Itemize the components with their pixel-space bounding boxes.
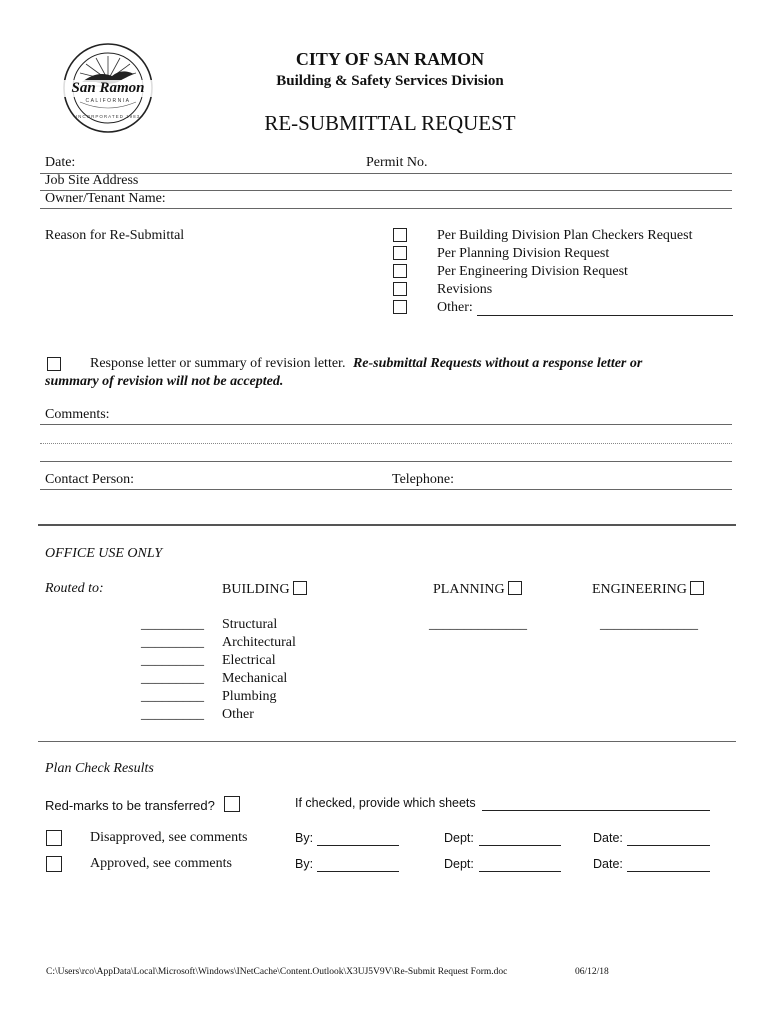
reason-label: Reason for Re-Submittal: [45, 228, 185, 243]
comments-line-2[interactable]: [40, 443, 732, 444]
discipline-blank-plumbing[interactable]: _________: [141, 689, 204, 704]
sheets-line[interactable]: [482, 810, 710, 811]
discipline-blank-other[interactable]: _________: [141, 707, 204, 722]
reason-engineering: Per Engineering Division Request: [437, 264, 628, 279]
engineering-checkbox[interactable]: [690, 581, 704, 595]
plan-check-title: Plan Check Results: [45, 761, 154, 776]
footer-date: 06/12/18: [575, 967, 609, 977]
routed-engineering: [592, 581, 704, 598]
approved-dept-line[interactable]: [479, 871, 561, 872]
permit-label: Permit No.: [366, 155, 428, 170]
division-name: Building & Safety Services Division: [276, 73, 504, 89]
routed-planning: [433, 581, 522, 598]
form-title: RE-SUBMITTAL REQUEST: [264, 111, 516, 135]
planning-blank[interactable]: ______________: [429, 617, 527, 632]
redmarks-label: Red-marks to be transferred?: [45, 798, 215, 813]
reason-checkbox-building[interactable]: [393, 228, 407, 242]
routed-building: [222, 581, 307, 598]
disapproved-date-label: Date:: [593, 831, 623, 845]
city-logo: [62, 42, 154, 134]
approved-by-line[interactable]: [317, 871, 399, 872]
discipline-blank-architectural[interactable]: _________: [141, 635, 204, 650]
comments-line-1[interactable]: [40, 424, 732, 425]
discipline-electrical: Electrical: [222, 653, 276, 668]
logo-subtext: CALIFORNIA: [85, 98, 131, 104]
response-warning-2: summary of revision will not be accepted.: [45, 374, 284, 389]
contact-label: Contact Person:: [45, 472, 135, 487]
discipline-blank-electrical[interactable]: _________: [141, 653, 204, 668]
redmarks-row: [45, 796, 240, 813]
reason-checkbox-engineering[interactable]: [393, 264, 407, 278]
reason-checkbox-other[interactable]: [393, 300, 407, 314]
response-warning-1: Re-submittal Requests without a response letter or: [352, 356, 643, 371]
discipline-architectural: Architectural: [222, 635, 296, 650]
telephone-label: Telephone:: [392, 472, 454, 487]
engineering-blank[interactable]: ______________: [600, 617, 698, 632]
routed-label: Routed to:: [45, 581, 104, 596]
date-label: Date:: [45, 155, 76, 170]
approved-checkbox[interactable]: [46, 856, 62, 872]
disapproved-date-line[interactable]: [627, 845, 710, 846]
redmarks-checkbox[interactable]: [224, 796, 240, 812]
approved-by-label: By:: [295, 857, 314, 871]
disapproved-label: Disapproved, see comments: [90, 830, 248, 845]
engineering-label: ENGINEERING: [592, 582, 687, 597]
approved-dept-label: Dept:: [444, 857, 474, 871]
disapproved-checkbox[interactable]: [46, 830, 62, 846]
disapproved-dept-line[interactable]: [479, 845, 561, 846]
planning-label: PLANNING: [433, 582, 505, 597]
plan-check-separator: [38, 741, 736, 742]
comments-line-3[interactable]: [40, 461, 732, 462]
response-checkbox[interactable]: [47, 357, 61, 371]
contact-line[interactable]: [40, 489, 732, 490]
reason-other-line[interactable]: [477, 315, 733, 316]
disapproved-dept-label: Dept:: [444, 831, 474, 845]
building-label: BUILDING: [222, 582, 290, 597]
reason-building: Per Building Division Plan Checkers Request: [437, 228, 693, 243]
reason-checkbox-revisions[interactable]: [393, 282, 407, 296]
logo-ring-text: INCORPORATED 1983: [75, 114, 141, 119]
job-site-label: Job Site Address: [45, 173, 139, 188]
reason-checkbox-planning[interactable]: [393, 246, 407, 260]
if-checked-label: If checked, provide which sheets: [295, 796, 476, 810]
disapproved-by-label: By:: [295, 831, 314, 845]
comments-label: Comments:: [45, 407, 110, 422]
footer-path: C:\Users\rco\AppData\Local\Microsoft\Windows\INetCache\Content.Outlook\X3UJ5V9V\Re-Submit Request Form.doc: [46, 967, 508, 977]
response-line-1: [90, 356, 642, 372]
reason-planning: Per Planning Division Request: [437, 246, 610, 261]
approved-date-label: Date:: [593, 857, 623, 871]
reason-other: Other:: [437, 300, 473, 315]
discipline-other: Other: [222, 707, 254, 722]
date-permit-line[interactable]: [40, 173, 732, 174]
logo-text: San Ramon: [62, 80, 154, 97]
approved-date-line[interactable]: [627, 871, 710, 872]
owner-label: Owner/Tenant Name:: [45, 191, 166, 206]
discipline-blank-mechanical[interactable]: _________: [141, 671, 204, 686]
building-checkbox[interactable]: [293, 581, 307, 595]
approved-label: Approved, see comments: [90, 856, 232, 871]
office-use-title: OFFICE USE ONLY: [45, 546, 163, 561]
discipline-plumbing: Plumbing: [222, 689, 277, 704]
discipline-blank-structural[interactable]: _________: [141, 617, 204, 632]
discipline-structural: Structural: [222, 617, 278, 632]
discipline-mechanical: Mechanical: [222, 671, 288, 686]
reason-revisions: Revisions: [437, 282, 493, 297]
city-name: CITY OF SAN RAMON: [295, 49, 485, 69]
owner-line[interactable]: [40, 208, 732, 209]
response-text: Response letter or summary of revision letter.: [90, 356, 346, 371]
disapproved-by-line[interactable]: [317, 845, 399, 846]
planning-checkbox[interactable]: [508, 581, 522, 595]
office-separator: [38, 524, 736, 526]
